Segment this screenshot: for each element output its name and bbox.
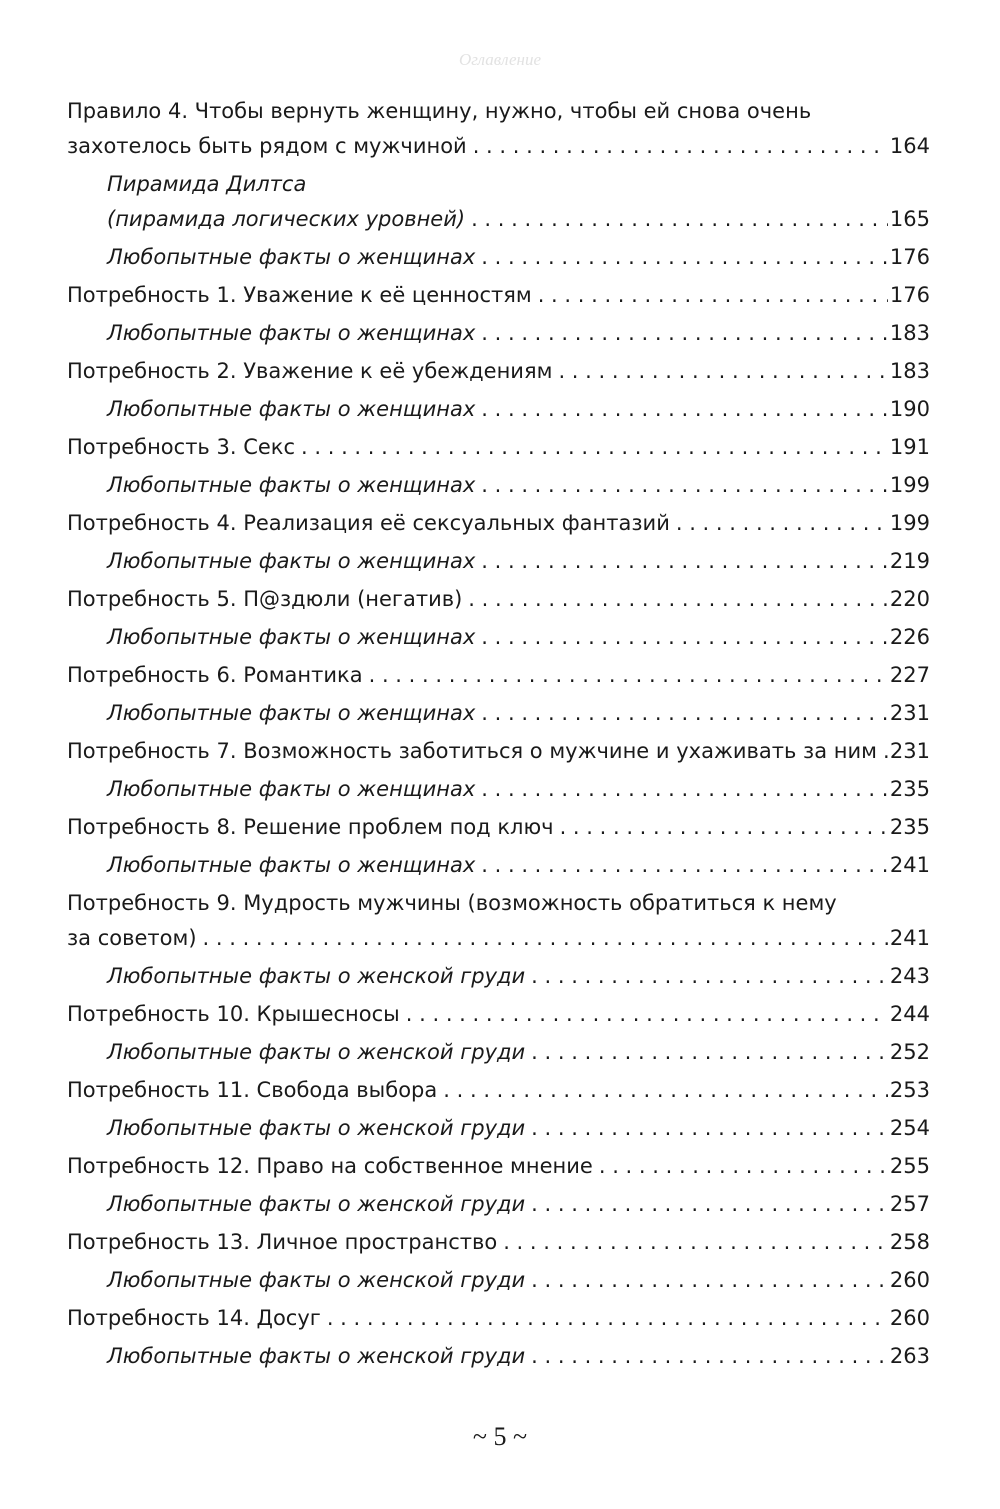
dot-leader (503, 1225, 888, 1260)
dot-leader (531, 1187, 888, 1222)
toc-entry[interactable] (67, 582, 930, 617)
toc-entry-title: за советом) (67, 926, 197, 950)
dot-leader (301, 430, 888, 465)
toc-entry[interactable] (67, 1301, 930, 1336)
toc-page-number: 254 (889, 1116, 930, 1140)
toc-page-number: 257 (889, 1192, 930, 1216)
toc-page-number: 176 (889, 245, 930, 269)
toc-subentry[interactable] (67, 1035, 930, 1070)
toc-entry-title: захотелось быть рядом с мужчиной (67, 134, 467, 158)
toc-subentry[interactable] (67, 240, 930, 275)
dot-leader (531, 959, 888, 994)
toc-entry[interactable] (67, 658, 930, 693)
toc-entry-line (107, 1339, 930, 1374)
toc-entry-title: Потребность 5. П@здюли (негатив) (67, 587, 463, 611)
toc-subentry[interactable] (67, 772, 930, 807)
toc-page-number: 183 (889, 321, 930, 345)
running-head: Оглавление (458, 50, 542, 69)
dot-leader (481, 848, 888, 883)
toc-page-number: 260 (889, 1306, 930, 1330)
toc-entry-title: Любопытные факты о женщинах (107, 397, 476, 421)
toc-entry-title: Потребность 12. Право на собственное мнение (67, 1154, 593, 1178)
toc-entry-line (67, 582, 930, 617)
toc-entry-title: Любопытные факты о женской груди (107, 1268, 526, 1292)
toc-entry-title: Потребность 3. Секс (67, 435, 296, 459)
toc-entry[interactable] (67, 506, 930, 541)
toc-entry-title: Потребность 13. Личное пространство (67, 1230, 498, 1254)
toc-entry-line (107, 959, 930, 994)
toc-entry-title: Потребность 2. Уважение к её убеждениям (67, 359, 553, 383)
toc-entry-title: Любопытные факты о женщинах (107, 245, 476, 269)
toc-subentry[interactable] (67, 959, 930, 994)
toc-page-number: 227 (889, 663, 930, 687)
dot-leader (883, 734, 888, 769)
toc-page-number: 199 (889, 511, 930, 535)
toc-page-number: 241 (889, 926, 930, 950)
dot-leader (558, 354, 887, 389)
toc-subentry[interactable] (67, 848, 930, 883)
toc-entry-title-line: Потребность 9. Мудрость мужчины (возможность обратиться к нему (67, 891, 837, 915)
toc-entry[interactable] (67, 1225, 930, 1260)
toc-page-number: 243 (889, 964, 930, 988)
toc-entry-line (107, 544, 930, 579)
dot-leader (481, 544, 888, 579)
toc-entry-line (67, 810, 930, 845)
toc-entry-line (67, 921, 930, 956)
toc-page-number: 260 (889, 1268, 930, 1292)
dot-leader (531, 1339, 888, 1374)
toc-page-number: 164 (889, 134, 930, 158)
toc-entry-line (67, 658, 930, 693)
dot-leader (481, 772, 888, 807)
toc-entry-title: Любопытные факты о женщинах (107, 321, 476, 345)
dot-leader (481, 392, 888, 427)
toc-subentry[interactable] (67, 316, 930, 351)
toc-entry-title: Любопытные факты о женской груди (107, 1040, 526, 1064)
toc-entry-line (107, 316, 930, 351)
dot-leader (473, 129, 888, 164)
toc-subentry[interactable] (67, 1339, 930, 1374)
toc-entry-title-line: Правило 4. Чтобы вернуть женщину, нужно, чтобы ей снова очень (67, 99, 812, 123)
toc-page-number: 226 (889, 625, 930, 649)
toc-page-number: 231 (889, 701, 930, 725)
toc-page-number: 176 (889, 283, 930, 307)
dot-leader (481, 620, 888, 655)
table-of-contents (67, 94, 930, 1377)
toc-entry-title: Любопытные факты о женской груди (107, 1344, 526, 1368)
toc-entry-line (67, 997, 930, 1032)
toc-page-number: 199 (889, 473, 930, 497)
toc-entry-line (67, 129, 930, 164)
dot-leader (406, 997, 888, 1032)
dot-leader (531, 1111, 888, 1146)
toc-entry-title: Любопытные факты о женщинах (107, 853, 476, 877)
toc-entry-title: Любопытные факты о женщинах (107, 549, 476, 573)
toc-page-number: 231 (889, 739, 930, 763)
toc-subentry[interactable] (67, 468, 930, 503)
toc-subentry[interactable] (67, 1263, 930, 1298)
toc-entry-title: Любопытные факты о женской груди (107, 1116, 526, 1140)
dot-leader (327, 1301, 888, 1336)
toc-entry-title-line: Пирамида Дилтса (107, 172, 307, 196)
toc-entry[interactable] (67, 1073, 930, 1108)
toc-entry[interactable] (67, 94, 930, 164)
toc-entry-line (107, 1263, 930, 1298)
toc-entry-title: Любопытные факты о женщинах (107, 625, 476, 649)
toc-entry-line (107, 468, 930, 503)
toc-subentry[interactable] (67, 1187, 930, 1222)
dot-leader (531, 1035, 888, 1070)
toc-page-number: 219 (889, 549, 930, 573)
toc-entry-title: Потребность 11. Свобода выбора (67, 1078, 438, 1102)
toc-page-number: 235 (889, 815, 930, 839)
dot-leader (560, 810, 888, 845)
toc-page-number: 244 (889, 1002, 930, 1026)
toc-page-number: 263 (889, 1344, 930, 1368)
dot-leader (531, 1263, 888, 1298)
toc-entry-title: Потребность 4. Реализация её сексуальных фантазий (67, 511, 670, 535)
toc-entry[interactable] (67, 997, 930, 1032)
toc-page-number: 191 (889, 435, 930, 459)
toc-entry-line (67, 1301, 930, 1336)
toc-page-number: 183 (889, 359, 930, 383)
toc-entry[interactable] (67, 430, 930, 465)
toc-entry-title: Потребность 1. Уважение к её ценностям (67, 283, 532, 307)
toc-entry[interactable] (67, 1149, 930, 1184)
toc-entry-line (107, 240, 930, 275)
toc-page-number: 253 (889, 1078, 930, 1102)
dot-leader (481, 240, 888, 275)
toc-entry-title: Потребность 10. Крышесносы (67, 1002, 400, 1026)
dot-leader (481, 316, 888, 351)
toc-page-number: 252 (889, 1040, 930, 1064)
toc-page-number: 235 (889, 777, 930, 801)
toc-entry-title: Любопытные факты о женщинах (107, 473, 476, 497)
toc-page-number: 220 (889, 587, 930, 611)
toc-page-number: 241 (889, 853, 930, 877)
toc-entry-line (107, 772, 930, 807)
toc-entry-line (67, 278, 930, 313)
toc-entry-title: Любопытные факты о женской груди (107, 964, 526, 988)
toc-entry-line (107, 848, 930, 883)
toc-entry-title: (пирамида логических уровней) (107, 207, 466, 231)
toc-entry-line (67, 354, 930, 389)
toc-subentry[interactable] (67, 544, 930, 579)
toc-entry-line (67, 506, 930, 541)
toc-entry-title: Потребность 8. Решение проблем под ключ (67, 815, 554, 839)
toc-entry[interactable] (67, 886, 930, 956)
toc-entry-title: Потребность 6. Романтика (67, 663, 363, 687)
dot-leader (676, 506, 888, 541)
toc-subentry[interactable] (67, 167, 930, 237)
toc-entry-title: Потребность 7. Возможность заботиться о мужчине и ухаживать за ним (67, 739, 877, 763)
toc-entry-line (107, 620, 930, 655)
dot-leader (468, 582, 888, 617)
dot-leader (481, 696, 888, 731)
toc-entry-line (107, 1035, 930, 1070)
toc-subentry[interactable] (67, 696, 930, 731)
dot-leader (471, 202, 888, 237)
toc-entry-line (107, 202, 930, 237)
toc-entry-line (107, 1111, 930, 1146)
toc-entry-line (107, 696, 930, 731)
dot-leader (599, 1149, 888, 1184)
toc-page-number: 165 (889, 207, 930, 231)
dot-leader (369, 658, 888, 693)
toc-entry-line (67, 734, 930, 769)
toc-entry[interactable] (67, 278, 930, 313)
toc-entry-line (67, 1225, 930, 1260)
toc-page-number: 190 (889, 397, 930, 421)
toc-entry[interactable] (67, 354, 930, 389)
toc-entry[interactable] (67, 734, 930, 769)
toc-entry-line (67, 1073, 930, 1108)
dot-leader (481, 468, 888, 503)
dot-leader (538, 278, 888, 313)
toc-subentry[interactable] (67, 392, 930, 427)
page-number: ~ 5 ~ (472, 1422, 528, 1451)
toc-entry-title: Любопытные факты о женской груди (107, 1192, 526, 1216)
toc-page-number: 255 (889, 1154, 930, 1178)
toc-entry-line (107, 392, 930, 427)
toc-entry-line (107, 1187, 930, 1222)
toc-subentry[interactable] (67, 1111, 930, 1146)
toc-entry[interactable] (67, 810, 930, 845)
dot-leader (443, 1073, 888, 1108)
toc-page-number: 258 (889, 1230, 930, 1254)
toc-entry-title: Потребность 14. Досуг (67, 1306, 321, 1330)
toc-entry-line (67, 430, 930, 465)
dot-leader (203, 921, 888, 956)
toc-entry-title: Любопытные факты о женщинах (107, 701, 476, 725)
toc-entry-line (67, 1149, 930, 1184)
toc-subentry[interactable] (67, 620, 930, 655)
toc-entry-title: Любопытные факты о женщинах (107, 777, 476, 801)
